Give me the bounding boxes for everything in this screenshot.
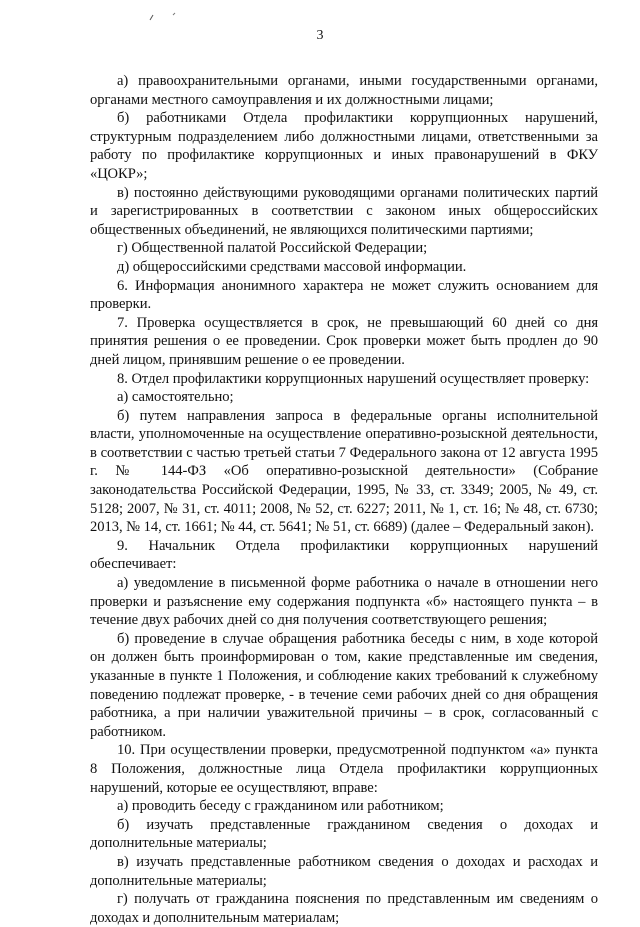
paragraph-5g: г) Общественной палатой Российской Федерации; bbox=[117, 240, 428, 257]
paragraph-9b: б) проведение в случае обращения работника беседы с ним, в ходе которой он должен быть проинформирован о том, какие представленные им сведения, указанные в пункте 1 Положения, и соблюдение каких требований к служебному поведению подлежат проверке, - в течение семи рабочих дней со дня обращения работника, а при наличии уважительной причины – в срок, согласованный с работником. bbox=[90, 630, 598, 740]
paragraph-5a: а) правоохранительными органами, иными государственными органами, органами местного самоуправления и их должностными лицами; bbox=[90, 73, 598, 108]
page-number: 3 bbox=[316, 28, 324, 43]
paragraph-5d: д) общероссийскими средствами массовой информации. bbox=[117, 258, 467, 275]
paragraph-6: 6. Информация анонимного характера не может служить основанием для проверки. bbox=[90, 277, 598, 313]
paragraph-10a: а) проводить беседу с гражданином или работником; bbox=[117, 798, 444, 815]
paragraph-5b: б) работниками Отдела профилактики коррупционных нарушений, структурным подразделением либо должностными лицами, ответственными за работу по профилактике коррупционных и иных правонарушений в ФКУ «ЦОКР»; bbox=[90, 110, 598, 182]
paragraph-10v: в) изучать представленные работником сведения о доходах и расходах и дополнительные материалы; bbox=[90, 853, 598, 889]
paragraph-9: 9. Начальник Отдела профилактики коррупционных нарушений обеспечивает: bbox=[90, 537, 598, 573]
paragraph-8: 8. Отдел профилактики коррупционных нарушений осуществляет проверку: bbox=[117, 370, 590, 387]
scan-artifact-mark bbox=[149, 12, 177, 22]
paragraph-10b: б) изучать представленные гражданином сведения о доходах и дополнительные материалы; bbox=[90, 816, 598, 852]
document-body bbox=[90, 72, 598, 927]
paragraph-7: 7. Проверка осуществляется в срок, не превышающий 60 дней со дня принятия решения о ее проведении. Срок проверки может быть продлен до 90 дней лицом, принявшим решение о ее проведении. bbox=[90, 314, 598, 368]
paragraph-8a: а) самостоятельно; bbox=[117, 389, 234, 406]
paragraph-8b: б) путем направления запроса в федеральные органы исполнительной власти, уполномоченные на осуществление оперативно-розыскной деятельности, в соответствии с частью третьей статьи 7 Федерального закона от 12 августа 1995 г. № 144-ФЗ «Об оперативно-розыскной деятельности» (Собрание законодательства Российской Федерации, 1995, № 33, ст. 3349; 2005, № 49, ст. 5128; 2007, № 31, ст. 4011; 2008, № 52, ст. 6227; 2011, № 1, ст. 16; № 48, ст. 6730; 2013, № 14, ст. 1661; № 44, ст. 5641; № 51, ст. 6689) (далее – Федеральный закон). bbox=[90, 407, 598, 536]
paragraph-5v: в) постоянно действующими руководящими органами политических партий и зарегистрированных в соответствии с законом иных общероссийских общественных объединений, не являющихся политическими партиями; bbox=[90, 184, 598, 238]
paragraph-9a: а) уведомление в письменной форме работника о начале в отношении него проверки и разъяснение ему содержания подпункта «б» настоящего пункта – в течение двух рабочих дней со дня получения соответствующего решения; bbox=[90, 575, 598, 629]
paragraph-10g: г) получать от гражданина пояснения по представленным им сведениям о доходах и дополнительным материалам; bbox=[90, 891, 598, 926]
paragraph-10: 10. При осуществлении проверки, предусмотренной подпунктом «а» пункта 8 Положения, должностные лица Отдела профилактики коррупционных нарушений, которые ее осуществляют, вправе: bbox=[90, 742, 598, 796]
